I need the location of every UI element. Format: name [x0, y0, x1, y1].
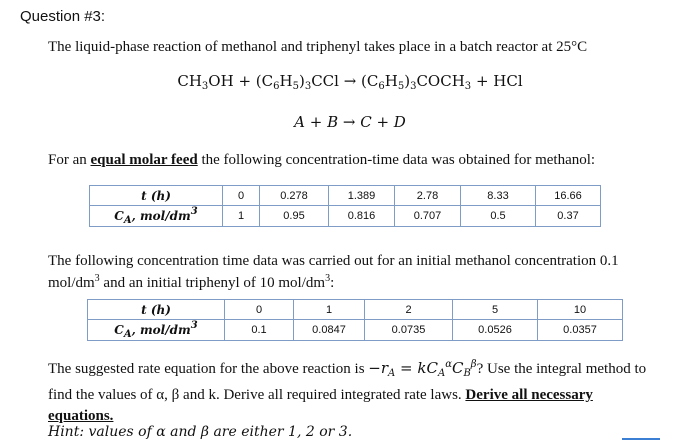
table1-cell: 2.78 [395, 186, 461, 206]
question-title: Question #3: [20, 8, 106, 25]
intro-text: The liquid-phase reaction of methanol and triphenyl takes place in a batch reactor at 25°C [48, 39, 588, 55]
table2-t-header: t (h) [88, 300, 225, 320]
table1-cell: 16.66 [536, 186, 601, 206]
table1-cell: 0.5 [461, 206, 536, 227]
derive-emphasis: Derive all necessary [465, 387, 593, 403]
table1-cell: 8.33 [461, 186, 536, 206]
table2-cell: 10 [538, 300, 623, 320]
table1-cell: 0.816 [329, 206, 395, 227]
feed-text: For an equal molar feed the following concentration-time data was obtained for methanol: [48, 152, 596, 168]
equal-molar-feed-emphasis: equal molar feed [90, 152, 198, 168]
table2-cell: 0.0847 [294, 320, 365, 341]
equations-emphasis: equations. [48, 408, 114, 424]
table1-cell: 1.389 [329, 186, 395, 206]
table2-cell: 0.0357 [538, 320, 623, 341]
table1-cell: 0.95 [260, 206, 329, 227]
symbolic-reaction: A + B → C + D [294, 113, 406, 131]
table2-cell: 5 [453, 300, 538, 320]
table1-cell: 0.37 [536, 206, 601, 227]
table-1 [89, 185, 601, 227]
table-row [90, 206, 601, 227]
table-row [90, 186, 601, 206]
table1-cell: 0 [223, 186, 260, 206]
table1-ca-header: $C_A$, mol/$dm^3$ [90, 206, 223, 227]
table-row [88, 320, 623, 341]
table1-cell: 1 [223, 206, 260, 227]
table2-cell: 0.1 [225, 320, 294, 341]
table2-ca-header: $C_A$, mol/$dm^3$ [88, 320, 225, 341]
table-2 [87, 299, 623, 341]
decorative-underline [622, 438, 660, 440]
table2-cell: 0.0526 [453, 320, 538, 341]
table1-cell: 0.707 [395, 206, 461, 227]
hint-text: Hint: values of α and β are either 1, 2 or 3. [48, 424, 353, 440]
table1-t-header: t (h) [90, 186, 223, 206]
table-row [88, 300, 623, 320]
table2-cell: 1 [294, 300, 365, 320]
table1-cell: 0.278 [260, 186, 329, 206]
table2-cell: 0.0735 [365, 320, 453, 341]
table2-cell: 2 [365, 300, 453, 320]
reaction-equation: $CH_3OH + (C_6H_5)_3CCl$ → $(C_6H_5)_3COCH_3$ + HCl [177, 72, 523, 92]
rate-equation-text: The suggested rate equation for the above reaction is $-r_A = kC_A^\alpha C_B^\beta$? Use the integral method to find the values of α, β and k. Derive all required integrated rate laws. Derive all necessary equations. [48, 359, 647, 424]
table2-cell: 0 [225, 300, 294, 320]
second-experiment-text: The following concentration time data was carried out for an initial methanol concentration 0.1 mol/$dm^3$ and an initial triphenyl of 10 mol/$dm^3$: [48, 253, 619, 291]
rate-law: $-r_A = kC_A^\alpha C_B^\beta$ [368, 359, 477, 379]
